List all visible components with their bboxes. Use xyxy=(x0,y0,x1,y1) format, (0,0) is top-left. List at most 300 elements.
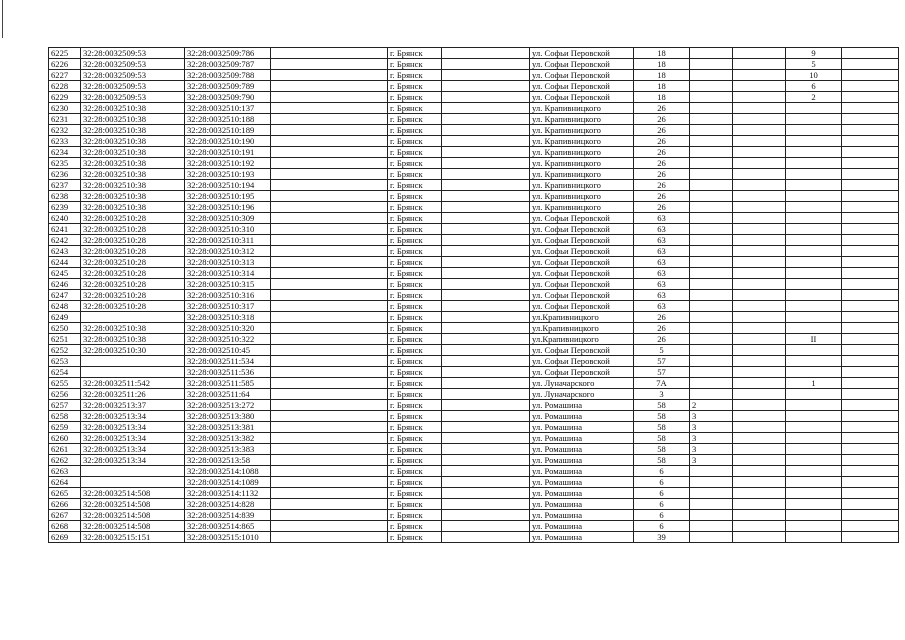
cell-col-empty-b xyxy=(442,202,530,213)
cell-apartment xyxy=(786,158,842,169)
cell-street: ул. Софьи Перовской xyxy=(530,345,634,356)
cell-apartment xyxy=(786,224,842,235)
cell-apartment xyxy=(786,444,842,455)
cell-parcel-number: 32:28:0032510:38 xyxy=(81,191,185,202)
cell-house-number: 18 xyxy=(634,48,690,59)
cell-street: ул. Ромашина xyxy=(530,422,634,433)
cell-col-empty-d xyxy=(842,521,899,532)
cell-house-number: 18 xyxy=(634,59,690,70)
cell-object-number: 32:28:0032509:790 xyxy=(185,92,271,103)
cell-city: г. Брянск xyxy=(388,532,442,543)
cell-building xyxy=(690,103,733,114)
cell-house-number: 26 xyxy=(634,191,690,202)
cell-col-empty-c xyxy=(733,488,786,499)
cell-apartment: 10 xyxy=(786,70,842,81)
cell-row-number: 6225 xyxy=(49,48,81,59)
cell-city: г. Брянск xyxy=(388,433,442,444)
cell-building xyxy=(690,367,733,378)
cell-col-empty-d xyxy=(842,400,899,411)
cell-street: ул. Софьи Перовской xyxy=(530,246,634,257)
cell-col-empty-a xyxy=(271,389,388,400)
cell-col-empty-d xyxy=(842,103,899,114)
cell-col-empty-d xyxy=(842,488,899,499)
cell-col-empty-a xyxy=(271,59,388,70)
cell-col-empty-c xyxy=(733,224,786,235)
cell-row-number: 6238 xyxy=(49,191,81,202)
cell-street: ул. Крапивницкого xyxy=(530,202,634,213)
cell-col-empty-b xyxy=(442,114,530,125)
cell-city: г. Брянск xyxy=(388,455,442,466)
cadastral-registry-table xyxy=(48,47,899,543)
cell-object-number: 32:28:0032513:383 xyxy=(185,444,271,455)
cell-building xyxy=(690,180,733,191)
cell-house-number: 63 xyxy=(634,290,690,301)
cell-object-number: 32:28:0032510:188 xyxy=(185,114,271,125)
cell-parcel-number: 32:28:0032510:30 xyxy=(81,345,185,356)
cell-col-empty-d xyxy=(842,334,899,345)
cell-street: ул. Крапивницкого xyxy=(530,103,634,114)
cell-row-number: 6263 xyxy=(49,466,81,477)
cell-col-empty-b xyxy=(442,147,530,158)
cell-col-empty-b xyxy=(442,389,530,400)
cell-apartment xyxy=(786,499,842,510)
cell-col-empty-c xyxy=(733,169,786,180)
cell-col-empty-c xyxy=(733,466,786,477)
cell-city: г. Брянск xyxy=(388,92,442,103)
cell-col-empty-d xyxy=(842,70,899,81)
cell-col-empty-a xyxy=(271,532,388,543)
cell-street: ул. Крапивницкого xyxy=(530,169,634,180)
cell-parcel-number: 32:28:0032509:53 xyxy=(81,70,185,81)
cell-col-empty-a xyxy=(271,334,388,345)
cell-object-number: 32:28:0032510:317 xyxy=(185,301,271,312)
cell-col-empty-b xyxy=(442,59,530,70)
cell-object-number: 32:28:0032510:45 xyxy=(185,345,271,356)
cell-col-empty-c xyxy=(733,521,786,532)
cell-col-empty-c xyxy=(733,378,786,389)
cell-parcel-number: 32:28:0032513:34 xyxy=(81,455,185,466)
cell-col-empty-d xyxy=(842,81,899,92)
cell-house-number: 39 xyxy=(634,532,690,543)
cell-col-empty-c xyxy=(733,246,786,257)
cell-apartment xyxy=(786,290,842,301)
cell-col-empty-a xyxy=(271,279,388,290)
cell-col-empty-d xyxy=(842,213,899,224)
cell-building xyxy=(690,70,733,81)
cell-col-empty-d xyxy=(842,202,899,213)
cell-col-empty-b xyxy=(442,48,530,59)
cell-col-empty-b xyxy=(442,411,530,422)
cell-col-empty-b xyxy=(442,213,530,224)
cell-house-number: 58 xyxy=(634,444,690,455)
table-row xyxy=(49,422,899,433)
cell-street: ул. Софьи Перовской xyxy=(530,268,634,279)
cell-col-empty-d xyxy=(842,246,899,257)
cell-house-number: 58 xyxy=(634,433,690,444)
table-row xyxy=(49,389,899,400)
cell-house-number: 58 xyxy=(634,422,690,433)
cell-house-number: 58 xyxy=(634,455,690,466)
cell-city: г. Брянск xyxy=(388,466,442,477)
cell-parcel-number: 32:28:0032510:38 xyxy=(81,114,185,125)
cell-apartment: II xyxy=(786,334,842,345)
cell-house-number: 63 xyxy=(634,246,690,257)
cell-object-number: 32:28:0032514:839 xyxy=(185,510,271,521)
cell-col-empty-c xyxy=(733,147,786,158)
cell-object-number: 32:28:0032509:789 xyxy=(185,81,271,92)
cell-street: ул. Ромашина xyxy=(530,400,634,411)
cell-col-empty-a xyxy=(271,235,388,246)
cell-apartment xyxy=(786,477,842,488)
cell-city: г. Брянск xyxy=(388,411,442,422)
cell-parcel-number: 32:28:0032514:508 xyxy=(81,521,185,532)
cell-building xyxy=(690,158,733,169)
cell-parcel-number: 32:28:0032509:53 xyxy=(81,59,185,70)
cell-building xyxy=(690,477,733,488)
cell-row-number: 6253 xyxy=(49,356,81,367)
cell-col-empty-c xyxy=(733,59,786,70)
cell-apartment xyxy=(786,279,842,290)
cell-parcel-number: 32:28:0032510:38 xyxy=(81,158,185,169)
cell-building xyxy=(690,257,733,268)
cell-col-empty-b xyxy=(442,70,530,81)
cell-house-number: 57 xyxy=(634,356,690,367)
cell-col-empty-b xyxy=(442,521,530,532)
cell-row-number: 6262 xyxy=(49,455,81,466)
cell-parcel-number xyxy=(81,477,185,488)
cell-row-number: 6246 xyxy=(49,279,81,290)
cell-row-number: 6255 xyxy=(49,378,81,389)
cell-col-empty-a xyxy=(271,323,388,334)
table-row xyxy=(49,235,899,246)
cell-city: г. Брянск xyxy=(388,180,442,191)
cell-object-number: 32:28:0032513:272 xyxy=(185,400,271,411)
cell-apartment xyxy=(786,301,842,312)
cell-col-empty-a xyxy=(271,180,388,191)
cell-street: ул. Софьи Перовской xyxy=(530,213,634,224)
cell-building xyxy=(690,59,733,70)
cell-apartment: 5 xyxy=(786,59,842,70)
cell-col-empty-d xyxy=(842,510,899,521)
cell-col-empty-b xyxy=(442,400,530,411)
cell-col-empty-a xyxy=(271,213,388,224)
cell-col-empty-a xyxy=(271,81,388,92)
cell-col-empty-a xyxy=(271,301,388,312)
cell-object-number: 32:28:0032514:1132 xyxy=(185,488,271,499)
cell-col-empty-c xyxy=(733,191,786,202)
cell-parcel-number xyxy=(81,356,185,367)
cell-apartment xyxy=(786,400,842,411)
cell-house-number: 26 xyxy=(634,169,690,180)
cell-col-empty-a xyxy=(271,202,388,213)
cell-building xyxy=(690,488,733,499)
cell-apartment xyxy=(786,191,842,202)
cell-col-empty-d xyxy=(842,257,899,268)
cell-col-empty-a xyxy=(271,444,388,455)
cell-col-empty-b xyxy=(442,378,530,389)
table-row xyxy=(49,103,899,114)
cell-col-empty-a xyxy=(271,433,388,444)
cell-street: ул. Софьи Перовской xyxy=(530,279,634,290)
cell-city: г. Брянск xyxy=(388,147,442,158)
cell-building xyxy=(690,191,733,202)
cell-building xyxy=(690,279,733,290)
cell-building xyxy=(690,147,733,158)
table-row xyxy=(49,246,899,257)
cell-parcel-number: 32:28:0032509:53 xyxy=(81,92,185,103)
cell-col-empty-a xyxy=(271,70,388,81)
cell-row-number: 6228 xyxy=(49,81,81,92)
cell-parcel-number: 32:28:0032510:38 xyxy=(81,136,185,147)
cell-building xyxy=(690,378,733,389)
cell-col-empty-d xyxy=(842,92,899,103)
cell-building: 3 xyxy=(690,433,733,444)
cell-row-number: 6245 xyxy=(49,268,81,279)
cell-building xyxy=(690,81,733,92)
cell-parcel-number: 32:28:0032510:28 xyxy=(81,224,185,235)
cell-object-number: 32:28:0032514:865 xyxy=(185,521,271,532)
cell-col-empty-c xyxy=(733,70,786,81)
cell-parcel-number: 32:28:0032511:542 xyxy=(81,378,185,389)
cell-street: ул. Луначарского xyxy=(530,378,634,389)
cell-apartment xyxy=(786,510,842,521)
cell-col-empty-d xyxy=(842,367,899,378)
cell-house-number: 5 xyxy=(634,345,690,356)
cell-col-empty-a xyxy=(271,169,388,180)
cell-street: ул. Крапивницкого xyxy=(530,147,634,158)
cell-col-empty-d xyxy=(842,455,899,466)
cell-apartment xyxy=(786,114,842,125)
table-row xyxy=(49,169,899,180)
cell-row-number: 6230 xyxy=(49,103,81,114)
cell-apartment xyxy=(786,356,842,367)
cell-col-empty-c xyxy=(733,477,786,488)
cell-object-number: 32:28:0032509:787 xyxy=(185,59,271,70)
cell-object-number: 32:28:0032510:312 xyxy=(185,246,271,257)
cell-col-empty-b xyxy=(442,312,530,323)
cell-city: г. Брянск xyxy=(388,301,442,312)
cell-col-empty-a xyxy=(271,158,388,169)
cell-object-number: 32:28:0032510:192 xyxy=(185,158,271,169)
cell-col-empty-a xyxy=(271,488,388,499)
cell-city: г. Брянск xyxy=(388,323,442,334)
cell-building xyxy=(690,235,733,246)
cell-city: г. Брянск xyxy=(388,499,442,510)
cell-row-number: 6233 xyxy=(49,136,81,147)
cell-col-empty-a xyxy=(271,224,388,235)
cell-col-empty-c xyxy=(733,510,786,521)
cell-row-number: 6252 xyxy=(49,345,81,356)
cell-row-number: 6244 xyxy=(49,257,81,268)
cell-object-number: 32:28:0032514:1089 xyxy=(185,477,271,488)
cell-row-number: 6251 xyxy=(49,334,81,345)
cell-building xyxy=(690,510,733,521)
cell-row-number: 6256 xyxy=(49,389,81,400)
cell-col-empty-c xyxy=(733,180,786,191)
cell-building xyxy=(690,301,733,312)
cell-apartment xyxy=(786,521,842,532)
cell-parcel-number: 32:28:0032510:38 xyxy=(81,147,185,158)
cell-building xyxy=(690,213,733,224)
cell-col-empty-c xyxy=(733,92,786,103)
cell-parcel-number: 32:28:0032513:37 xyxy=(81,400,185,411)
cell-col-empty-d xyxy=(842,378,899,389)
cell-col-empty-b xyxy=(442,356,530,367)
table-row xyxy=(49,532,899,543)
cell-apartment xyxy=(786,488,842,499)
table-row xyxy=(49,136,899,147)
cell-col-empty-a xyxy=(271,257,388,268)
table-row xyxy=(49,345,899,356)
cell-house-number: 63 xyxy=(634,268,690,279)
cell-col-empty-c xyxy=(733,411,786,422)
cell-parcel-number: 32:28:0032510:38 xyxy=(81,169,185,180)
cell-object-number: 32:28:0032510:322 xyxy=(185,334,271,345)
cell-house-number: 63 xyxy=(634,213,690,224)
cell-apartment xyxy=(786,268,842,279)
cell-row-number: 6250 xyxy=(49,323,81,334)
cell-row-number: 6260 xyxy=(49,433,81,444)
cell-col-empty-b xyxy=(442,422,530,433)
cell-col-empty-c xyxy=(733,114,786,125)
cell-building xyxy=(690,92,733,103)
cell-apartment xyxy=(786,323,842,334)
table-row xyxy=(49,268,899,279)
cell-city: г. Брянск xyxy=(388,59,442,70)
cell-col-empty-d xyxy=(842,499,899,510)
cell-col-empty-d xyxy=(842,158,899,169)
cell-col-empty-c xyxy=(733,323,786,334)
cell-street: ул. Софьи Перовской xyxy=(530,224,634,235)
cell-col-empty-c xyxy=(733,279,786,290)
cell-street: ул. Софьи Перовской xyxy=(530,81,634,92)
cell-row-number: 6235 xyxy=(49,158,81,169)
cell-apartment: 6 xyxy=(786,81,842,92)
cell-object-number: 32:28:0032510:311 xyxy=(185,235,271,246)
table-row xyxy=(49,367,899,378)
cell-object-number: 32:28:0032510:318 xyxy=(185,312,271,323)
cell-col-empty-d xyxy=(842,268,899,279)
cell-object-number: 32:28:0032513:382 xyxy=(185,433,271,444)
cell-col-empty-c xyxy=(733,356,786,367)
cell-col-empty-b xyxy=(442,92,530,103)
cell-col-empty-b xyxy=(442,444,530,455)
cell-row-number: 6231 xyxy=(49,114,81,125)
cell-object-number: 32:28:0032510:195 xyxy=(185,191,271,202)
cell-parcel-number: 32:28:0032515:151 xyxy=(81,532,185,543)
cell-street: ул. Крапивницкого xyxy=(530,125,634,136)
cell-house-number: 6 xyxy=(634,488,690,499)
table-row xyxy=(49,323,899,334)
cell-city: г. Брянск xyxy=(388,224,442,235)
cell-apartment xyxy=(786,455,842,466)
cell-house-number: 57 xyxy=(634,367,690,378)
cell-col-empty-d xyxy=(842,411,899,422)
cell-parcel-number: 32:28:0032510:28 xyxy=(81,301,185,312)
cell-street: ул. Софьи Перовской xyxy=(530,48,634,59)
cell-object-number: 32:28:0032511:534 xyxy=(185,356,271,367)
cell-city: г. Брянск xyxy=(388,136,442,147)
cell-col-empty-a xyxy=(271,103,388,114)
cell-house-number: 18 xyxy=(634,92,690,103)
cell-col-empty-b xyxy=(442,125,530,136)
cell-col-empty-d xyxy=(842,433,899,444)
cell-col-empty-a xyxy=(271,290,388,301)
cell-parcel-number: 32:28:0032510:28 xyxy=(81,290,185,301)
cell-col-empty-c xyxy=(733,125,786,136)
cell-city: г. Брянск xyxy=(388,400,442,411)
cell-apartment xyxy=(786,180,842,191)
table-row xyxy=(49,81,899,92)
table-row xyxy=(49,290,899,301)
cell-city: г. Брянск xyxy=(388,378,442,389)
cell-col-empty-c xyxy=(733,213,786,224)
cell-parcel-number: 32:28:0032509:53 xyxy=(81,48,185,59)
cell-col-empty-c xyxy=(733,532,786,543)
cell-house-number: 26 xyxy=(634,147,690,158)
cell-street: ул. Крапивницкого xyxy=(530,180,634,191)
cell-col-empty-b xyxy=(442,367,530,378)
cell-house-number: 63 xyxy=(634,235,690,246)
cell-street: ул. Софьи Перовской xyxy=(530,92,634,103)
cell-col-empty-b xyxy=(442,455,530,466)
cell-city: г. Брянск xyxy=(388,235,442,246)
cell-street: ул. Ромашина xyxy=(530,455,634,466)
cell-parcel-number xyxy=(81,466,185,477)
cell-col-empty-a xyxy=(271,92,388,103)
cell-apartment xyxy=(786,532,842,543)
cell-row-number: 6243 xyxy=(49,246,81,257)
cell-col-empty-a xyxy=(271,268,388,279)
table-row xyxy=(49,334,899,345)
cell-col-empty-a xyxy=(271,367,388,378)
cell-apartment xyxy=(786,466,842,477)
cell-street: ул. Луначарского xyxy=(530,389,634,400)
cell-house-number: 58 xyxy=(634,411,690,422)
cell-city: г. Брянск xyxy=(388,389,442,400)
cell-building xyxy=(690,125,733,136)
cell-row-number: 6232 xyxy=(49,125,81,136)
cell-row-number: 6264 xyxy=(49,477,81,488)
table-row xyxy=(49,224,899,235)
cell-col-empty-b xyxy=(442,301,530,312)
cell-city: г. Брянск xyxy=(388,169,442,180)
cell-col-empty-d xyxy=(842,466,899,477)
cell-house-number: 18 xyxy=(634,81,690,92)
cell-col-empty-b xyxy=(442,499,530,510)
cell-apartment: 9 xyxy=(786,48,842,59)
cell-city: г. Брянск xyxy=(388,114,442,125)
cell-house-number: 26 xyxy=(634,114,690,125)
cell-row-number: 6236 xyxy=(49,169,81,180)
cell-col-empty-a xyxy=(271,147,388,158)
table-row xyxy=(49,466,899,477)
cell-object-number: 32:28:0032514:1088 xyxy=(185,466,271,477)
table-row xyxy=(49,191,899,202)
cell-col-empty-b xyxy=(442,257,530,268)
cell-col-empty-b xyxy=(442,180,530,191)
cell-apartment: 1 xyxy=(786,378,842,389)
cell-city: г. Брянск xyxy=(388,81,442,92)
cell-row-number: 6239 xyxy=(49,202,81,213)
cell-house-number: 26 xyxy=(634,202,690,213)
cell-parcel-number: 32:28:0032510:28 xyxy=(81,213,185,224)
cell-object-number: 32:28:0032510:137 xyxy=(185,103,271,114)
cell-col-empty-d xyxy=(842,224,899,235)
cell-street: ул. Крапивницкого xyxy=(530,114,634,125)
cell-apartment xyxy=(786,411,842,422)
cell-object-number: 32:28:0032510:320 xyxy=(185,323,271,334)
